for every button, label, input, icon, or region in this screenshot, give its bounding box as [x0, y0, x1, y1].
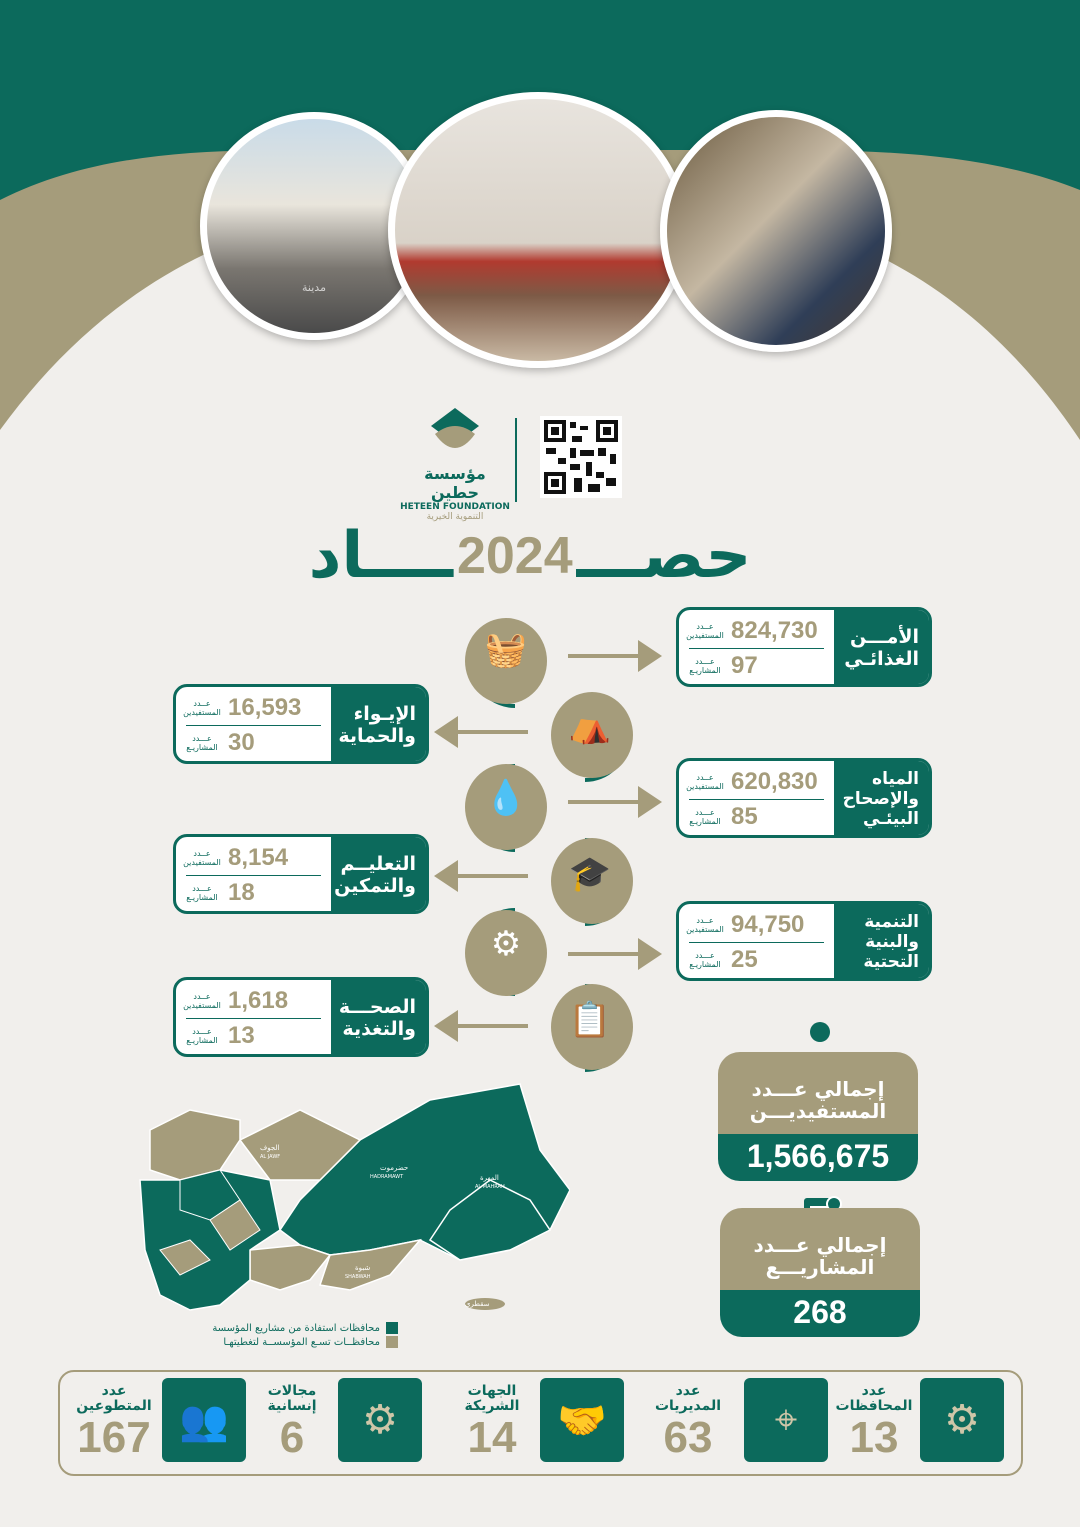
volunteers-icon: 👥 — [162, 1378, 246, 1462]
beneficiaries-value: 8,154 — [228, 844, 289, 871]
handshake-icon: 🤝 — [540, 1378, 624, 1462]
legend-swatch-green — [386, 1322, 398, 1334]
stat-volunteers: عدد المتطوعين 167 👥 — [66, 1378, 162, 1468]
projects-value: 18 — [228, 879, 255, 906]
svg-text:AL MAHRAH: AL MAHRAH — [475, 1184, 505, 1190]
arrow-food — [568, 654, 640, 658]
svg-text:شبوة: شبوة — [355, 1264, 371, 1272]
map-settings-icon: ⚙ — [920, 1378, 1004, 1462]
beneficiaries-value: 94,750 — [731, 911, 805, 938]
total-beneficiaries-label: إجمالي عـــدد المستفيديـــن — [718, 1052, 918, 1134]
location-pin-icon: ⌖ — [744, 1378, 828, 1462]
qr-code-icon[interactable] — [540, 416, 622, 498]
sector-card-food-security: عــدد المستفيدين 824,730 عـــدد المشاريـع 97 الأمـــن الغذائـي — [676, 607, 932, 687]
infrastructure-icon: ⚙ — [490, 924, 522, 964]
svg-text:AL JAWF: AL JAWF — [260, 1154, 281, 1160]
photo-volunteers-walking: مدينة — [200, 112, 428, 340]
stat-value: 14 — [467, 1413, 517, 1462]
stat-governorates: عدد المحافظات 13 ⚙ — [826, 1378, 922, 1468]
beneficiaries-value: 620,830 — [731, 768, 818, 795]
projects-value: 30 — [228, 729, 255, 756]
sector-card-shelter: عــدد المستفيدين 16,593 عـــدد المشاريـع 30 الإيـواء والحماية — [173, 684, 429, 764]
stat-value: 63 — [663, 1413, 713, 1462]
sector-card-water: عــدد المستفيدين 620,830 عـــدد المشاريـع 85 المياه والإصحاح البيئـي — [676, 758, 932, 838]
water-icon: 💧 — [484, 778, 528, 818]
arrow-infrastructure — [568, 952, 640, 956]
svg-text:SHABWAH: SHABWAH — [345, 1274, 371, 1280]
stat-humanitarian-fields: مجالات إنسانية 6 ⚙ — [244, 1378, 340, 1468]
arrow-water — [568, 800, 640, 804]
brand-name-en: HETEEN FOUNDATION — [400, 502, 510, 512]
total-projects — [720, 1208, 920, 1337]
stat-value: 167 — [77, 1413, 151, 1462]
health-icon: 📋 — [568, 1000, 612, 1040]
yemen-map — [130, 1080, 570, 1320]
brand-tagline: التنموية الخيرية — [426, 512, 484, 522]
stat-partners: الجهات الشريكة 14 🤝 — [444, 1378, 540, 1468]
stat-value: 13 — [849, 1413, 899, 1462]
stat-value: 6 — [279, 1413, 305, 1462]
arrow-shelter — [456, 730, 528, 734]
sector-title: الإيـواء والحماية — [331, 687, 426, 761]
photo-building-entrance — [388, 92, 688, 368]
svg-text:المهرة: المهرة — [480, 1174, 499, 1182]
sector-card-education: عــدد المستفيدين 8,154 عـــدد المشاريـع 18 التعليــم والتمكين — [173, 834, 429, 914]
sector-title: التعليــم والتمكين — [331, 837, 426, 911]
total-beneficiaries-value: 1,566,675 — [718, 1134, 918, 1181]
map-legend-served: محافظات استفادة من مشاريع المؤسسة — [176, 1322, 398, 1334]
sector-title: الأمـــن الغذائـي — [834, 610, 929, 684]
projects-value: 97 — [731, 652, 758, 679]
beneficiaries-value: 16,593 — [228, 694, 302, 721]
beneficiaries-value: 1,618 — [228, 987, 289, 1014]
headline-right: حصـــ — [576, 519, 752, 593]
sector-card-infrastructure: عــدد المستفيدين 94,750 عـــدد المشاريـع 25 التنمية والبنية التحتية — [676, 901, 932, 981]
svg-text:الجوف: الجوف — [260, 1144, 280, 1152]
logo-divider — [515, 418, 517, 502]
headline-year: 2024 — [456, 527, 573, 585]
total-beneficiaries — [718, 1052, 918, 1181]
map-legend-target: محافظــات تسـع المؤسســة لتغطيتهـا — [176, 1336, 398, 1348]
svg-text:HADRAMAWT: HADRAMAWT — [370, 1174, 404, 1180]
projects-value: 25 — [731, 946, 758, 973]
total-projects-label: إجمالي عـــدد المشاريـــع — [720, 1208, 920, 1290]
sector-title: المياه والإصحاح البيئـي — [834, 761, 929, 835]
gear-network-icon: ⚙ — [338, 1378, 422, 1462]
projects-value: 13 — [228, 1022, 255, 1049]
brand-name-ar: مؤسسة حطين — [424, 464, 486, 502]
svg-text:حضرموت: حضرموت — [380, 1164, 409, 1172]
arrow-health — [456, 1024, 528, 1028]
brand-logo — [400, 404, 510, 522]
stat-districts: عدد المديريات 63 ⌖ — [640, 1378, 736, 1468]
food-basket-icon: 🧺 — [484, 630, 528, 670]
sector-title: الصحـــة والتغذية — [331, 980, 426, 1054]
projects-value: 85 — [731, 803, 758, 830]
photo-aid-distribution — [660, 110, 892, 352]
sector-card-health: عــدد المستفيدين 1,618 عـــدد المشاريـع 13 الصحـــة والتغذية — [173, 977, 429, 1057]
sector-title: التنمية والبنية التحتية — [834, 904, 929, 978]
logo-mark-icon — [425, 404, 485, 464]
education-icon: 🎓 — [568, 854, 612, 894]
shelter-icon: ⛺ — [568, 706, 612, 746]
arrow-education — [456, 874, 528, 878]
svg-text:سقطرى: سقطرى — [465, 1300, 490, 1308]
total-projects-value: 268 — [720, 1290, 920, 1337]
beneficiaries-value: 824,730 — [731, 617, 818, 644]
headline-left: ــــاد — [308, 519, 453, 593]
headline — [280, 516, 780, 596]
legend-swatch-gold — [386, 1336, 398, 1348]
